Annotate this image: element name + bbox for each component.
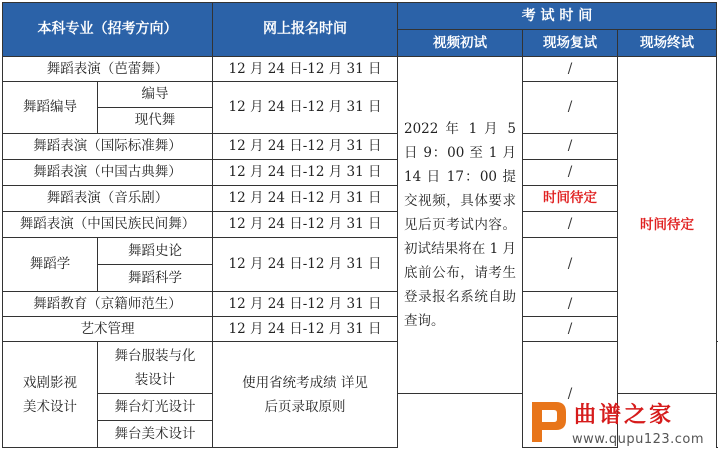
major-folk-dance: 舞蹈表演（中国民族民间舞） bbox=[3, 212, 213, 238]
direction-modern-dance: 现代舞 bbox=[98, 108, 213, 134]
direction-choreography: 编导 bbox=[98, 82, 213, 108]
second-round-pending: 时间待定 bbox=[523, 186, 618, 212]
major-ballroom: 舞蹈表演（国际标准舞） bbox=[3, 134, 213, 160]
registration-date: 12 月 24 日-12 月 31 日 bbox=[213, 134, 398, 160]
registration-date: 12 月 24 日-12 月 31 日 bbox=[213, 317, 398, 342]
watermark-title: 曲谱之家 bbox=[574, 403, 675, 428]
registration-date: 12 月 24 日-12 月 31 日 bbox=[213, 160, 398, 186]
second-round-cell: / bbox=[523, 317, 618, 342]
header-exam-time: 考 试 时 间 bbox=[398, 3, 717, 30]
direction-dance-history: 舞蹈史论 bbox=[98, 238, 213, 265]
major-ballet: 舞蹈表演（芭蕾舞） bbox=[3, 57, 213, 82]
major-choreography: 舞蹈编导 bbox=[3, 82, 98, 134]
second-round-cell: / bbox=[523, 134, 618, 160]
header-onsite-second: 现场复试 bbox=[523, 30, 618, 57]
registration-date: 12 月 24 日-12 月 31 日 bbox=[213, 57, 398, 82]
header-video-round: 视频初试 bbox=[398, 30, 523, 57]
registration-date: 12 月 24 日-12 月 31 日 bbox=[213, 292, 398, 317]
major-classical-dance: 舞蹈表演（中国古典舞） bbox=[3, 160, 213, 186]
major-dance-education: 舞蹈教育（京籍师范生） bbox=[3, 292, 213, 317]
video-round-cell: / bbox=[523, 342, 618, 448]
second-round-cell: / bbox=[523, 57, 618, 82]
second-round-cell: / bbox=[523, 292, 618, 317]
second-round-cell: / bbox=[523, 82, 618, 134]
direction-costume-makeup: 舞台服装与化装设计 bbox=[98, 342, 213, 394]
header-onsite-final: 现场终试 bbox=[618, 30, 717, 57]
major-musical: 舞蹈表演（音乐剧） bbox=[3, 186, 213, 212]
header-registration: 网上报名时间 bbox=[213, 3, 398, 57]
site-watermark bbox=[526, 396, 714, 458]
header-major: 本科专业（招考方向） bbox=[3, 3, 213, 57]
registration-date: 12 月 24 日-12 月 31 日 bbox=[213, 82, 398, 134]
registration-date: 12 月 24 日-12 月 31 日 bbox=[213, 238, 398, 292]
major-dance-studies: 舞蹈学 bbox=[3, 238, 98, 292]
direction-dance-science: 舞蹈科学 bbox=[98, 265, 213, 292]
watermark-url: www.qupu123.com bbox=[572, 432, 705, 447]
second-round-cell: / bbox=[523, 160, 618, 186]
direction-lighting-design: 舞台灯光设计 bbox=[98, 394, 213, 421]
final-round-pending: 时间待定 bbox=[618, 57, 717, 394]
registration-note: 使用省统考成绩 详见后页录取原则 bbox=[213, 342, 398, 448]
major-arts-management: 艺术管理 bbox=[3, 317, 213, 342]
admission-schedule-table bbox=[2, 2, 717, 448]
second-round-cell: / bbox=[523, 212, 618, 238]
site-logo-icon bbox=[526, 398, 570, 444]
direction-scenic-design: 舞台美术设计 bbox=[98, 421, 213, 448]
second-round-cell: / bbox=[523, 238, 618, 292]
major-stage-art-design: 戏剧影视美术设计 bbox=[3, 342, 98, 448]
registration-date: 12 月 24 日-12 月 31 日 bbox=[213, 186, 398, 212]
video-round-note: 2022 年 1 月 5 日 9：00 至 1 月 14 日 17：00 提交视频，具体要求见后页考试内容。初试结果将在 1 月底前公布，请考生登录报名系统自助查询。 bbox=[398, 57, 523, 394]
registration-date: 12 月 24 日-12 月 31 日 bbox=[213, 212, 398, 238]
